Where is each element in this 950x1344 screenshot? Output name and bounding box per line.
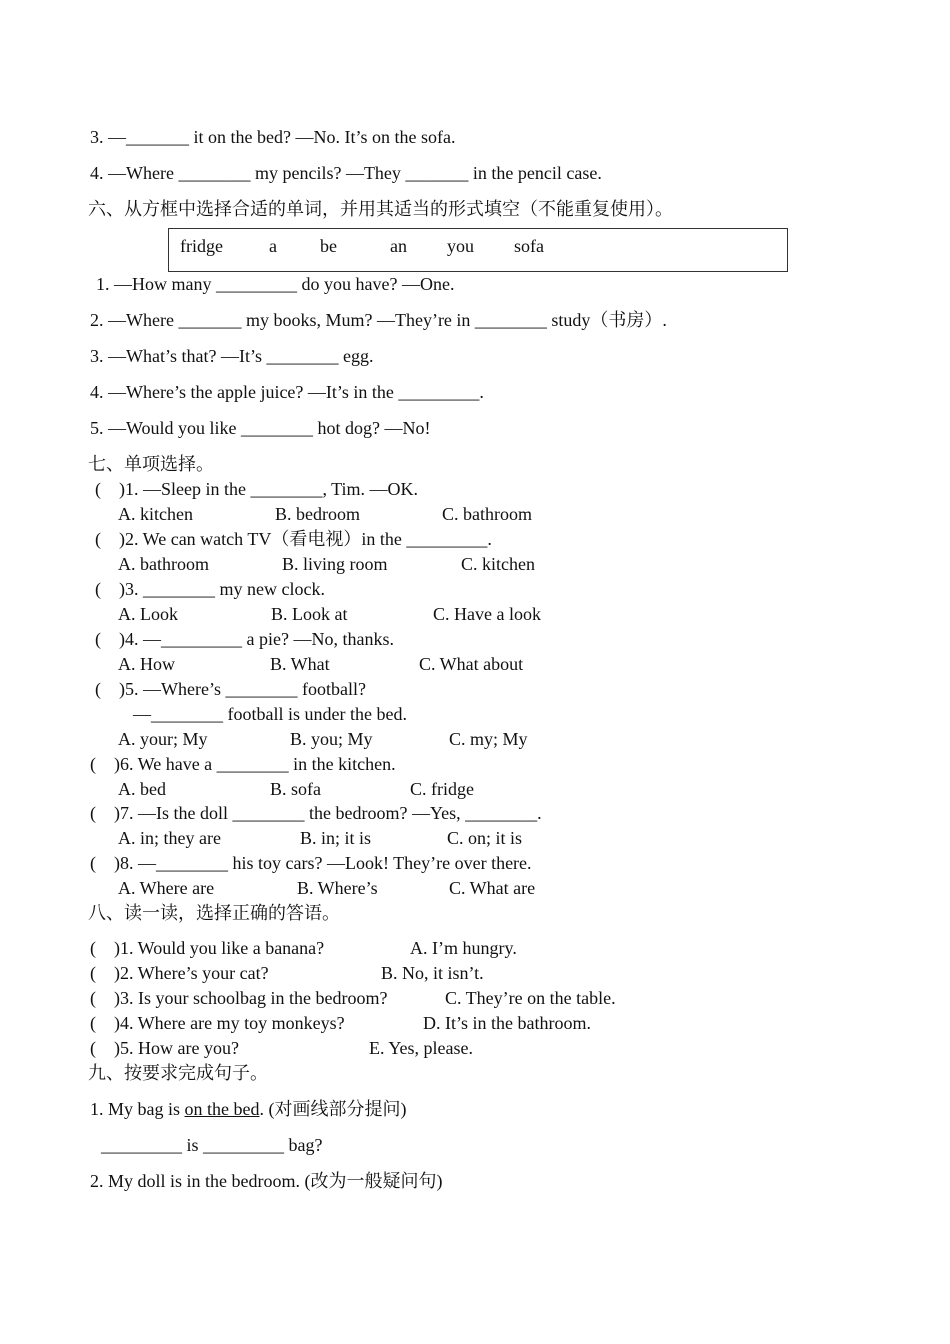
sec6-question-1: 1. —How many _________ do you have? —One. <box>96 274 455 294</box>
match-answer-e: E. Yes, please. <box>369 1038 473 1058</box>
mc-option-a: A. bed <box>118 779 166 799</box>
sec7-heading: 七、单项选择。 <box>88 454 214 474</box>
sec6-question-3: 3. —What’s that? —It’s ________ egg. <box>90 346 374 366</box>
sec8-heading: 八、读一读，选择正确的答语。 <box>88 903 340 923</box>
mc-option-c: C. on; it is <box>447 828 523 848</box>
mc-option-c: C. bathroom <box>442 504 532 524</box>
mc-option-c: C. Have a look <box>433 604 541 624</box>
sec6-question-2: 2. —Where _______ my books, Mum? —They’re in ________ study（书房）. <box>90 310 667 330</box>
mc-option-a: A. in; they are <box>118 828 221 848</box>
mc-option-b: B. bedroom <box>275 504 360 524</box>
sec6-heading: 六、从方框中选择合适的单词，并用其适当的形式填空（不能重复使用）。 <box>88 199 673 219</box>
word-box <box>168 228 788 272</box>
sec9-question-2: 2. My doll is in the bedroom. (改为一般疑问句) <box>90 1171 443 1191</box>
match-question-4: ( )4. Where are my toy monkeys? <box>90 1013 345 1033</box>
mc-option-b: B. Look at <box>271 604 348 624</box>
word-box-item: you <box>447 236 474 256</box>
mc-question-5: ( )5. —Where’s ________ football? <box>95 679 366 699</box>
match-answer-d: D. It’s in the bathroom. <box>423 1013 591 1033</box>
match-answer-a: A. I’m hungry. <box>410 938 517 958</box>
mc-option-c: C. fridge <box>410 779 474 799</box>
sec9-question-1 <box>90 1098 406 1120</box>
match-question-1: ( )1. Would you like a banana? <box>90 938 325 958</box>
mc-option-c: C. kitchen <box>461 554 535 574</box>
mc-option-b: B. What <box>270 654 330 674</box>
mc-option-a: A. Where are <box>118 878 215 898</box>
mc-question-5-line-2: —________ football is under the bed. <box>133 704 407 724</box>
mc-option-a: A. kitchen <box>118 504 193 524</box>
mc-question-8: ( )8. —________ his toy cars? —Look! They’re over there. <box>90 853 532 873</box>
match-answer-b: B. No, it isn’t. <box>381 963 484 983</box>
mc-option-a: A. your; My <box>118 729 208 749</box>
sec9-heading: 九、按要求完成句子。 <box>88 1063 268 1083</box>
match-answer-c: C. They’re on the table. <box>445 988 616 1008</box>
mc-option-c: C. my; My <box>449 729 528 749</box>
word-box-item: fridge <box>180 236 223 256</box>
mc-question-2: ( )2. We can watch TV（看电视）in the _________. <box>95 529 492 549</box>
mc-option-b: B. sofa <box>270 779 321 799</box>
mc-option-a: A. How <box>118 654 175 674</box>
word-box-item: be <box>320 236 337 256</box>
sec5-question-4: 4. —Where ________ my pencils? —They _______ in the pencil case. <box>90 163 602 183</box>
mc-option-c: C. What about <box>419 654 524 674</box>
mc-option-b: B. living room <box>282 554 388 574</box>
mc-option-c: C. What are <box>449 878 536 898</box>
mc-option-a: A. bathroom <box>118 554 209 574</box>
mc-option-b: B. you; My <box>290 729 373 749</box>
mc-question-3: ( )3. ________ my new clock. <box>95 579 325 599</box>
sec9-q1-start: 1. My bag is <box>90 1099 185 1119</box>
sec9-answer-line-1: _________ is _________ bag? <box>101 1135 323 1155</box>
mc-option-b: B. Where’s <box>297 878 378 898</box>
sec9-q1-instruction: . (对画线部分提问) <box>259 1099 407 1119</box>
mc-question-4: ( )4. —_________ a pie? —No, thanks. <box>95 629 394 649</box>
sec6-question-5: 5. —Would you like ________ hot dog? —No! <box>90 418 431 438</box>
word-box-item: an <box>390 236 407 256</box>
mc-question-7: ( )7. —Is the doll ________ the bedroom? —Yes, ________. <box>90 803 542 823</box>
sec6-question-4: 4. —Where’s the apple juice? —It’s in the _________. <box>90 382 484 402</box>
match-question-5: ( )5. How are you? <box>90 1038 239 1058</box>
mc-question-6: ( )6. We have a ________ in the kitchen. <box>90 754 396 774</box>
word-box-item: sofa <box>514 236 544 256</box>
sec5-question-3: 3. —_______ it on the bed? —No. It’s on the sofa. <box>90 127 456 147</box>
mc-option-a: A. Look <box>118 604 178 624</box>
mc-question-1: ( )1. —Sleep in the ________, Tim. —OK. <box>95 479 419 499</box>
word-box-item: a <box>269 236 277 256</box>
match-question-3: ( )3. Is your schoolbag in the bedroom? <box>90 988 388 1008</box>
underlined-phrase: on the bed <box>184 1099 260 1119</box>
mc-option-b: B. in; it is <box>300 828 372 848</box>
match-question-2: ( )2. Where’s your cat? <box>90 963 269 983</box>
